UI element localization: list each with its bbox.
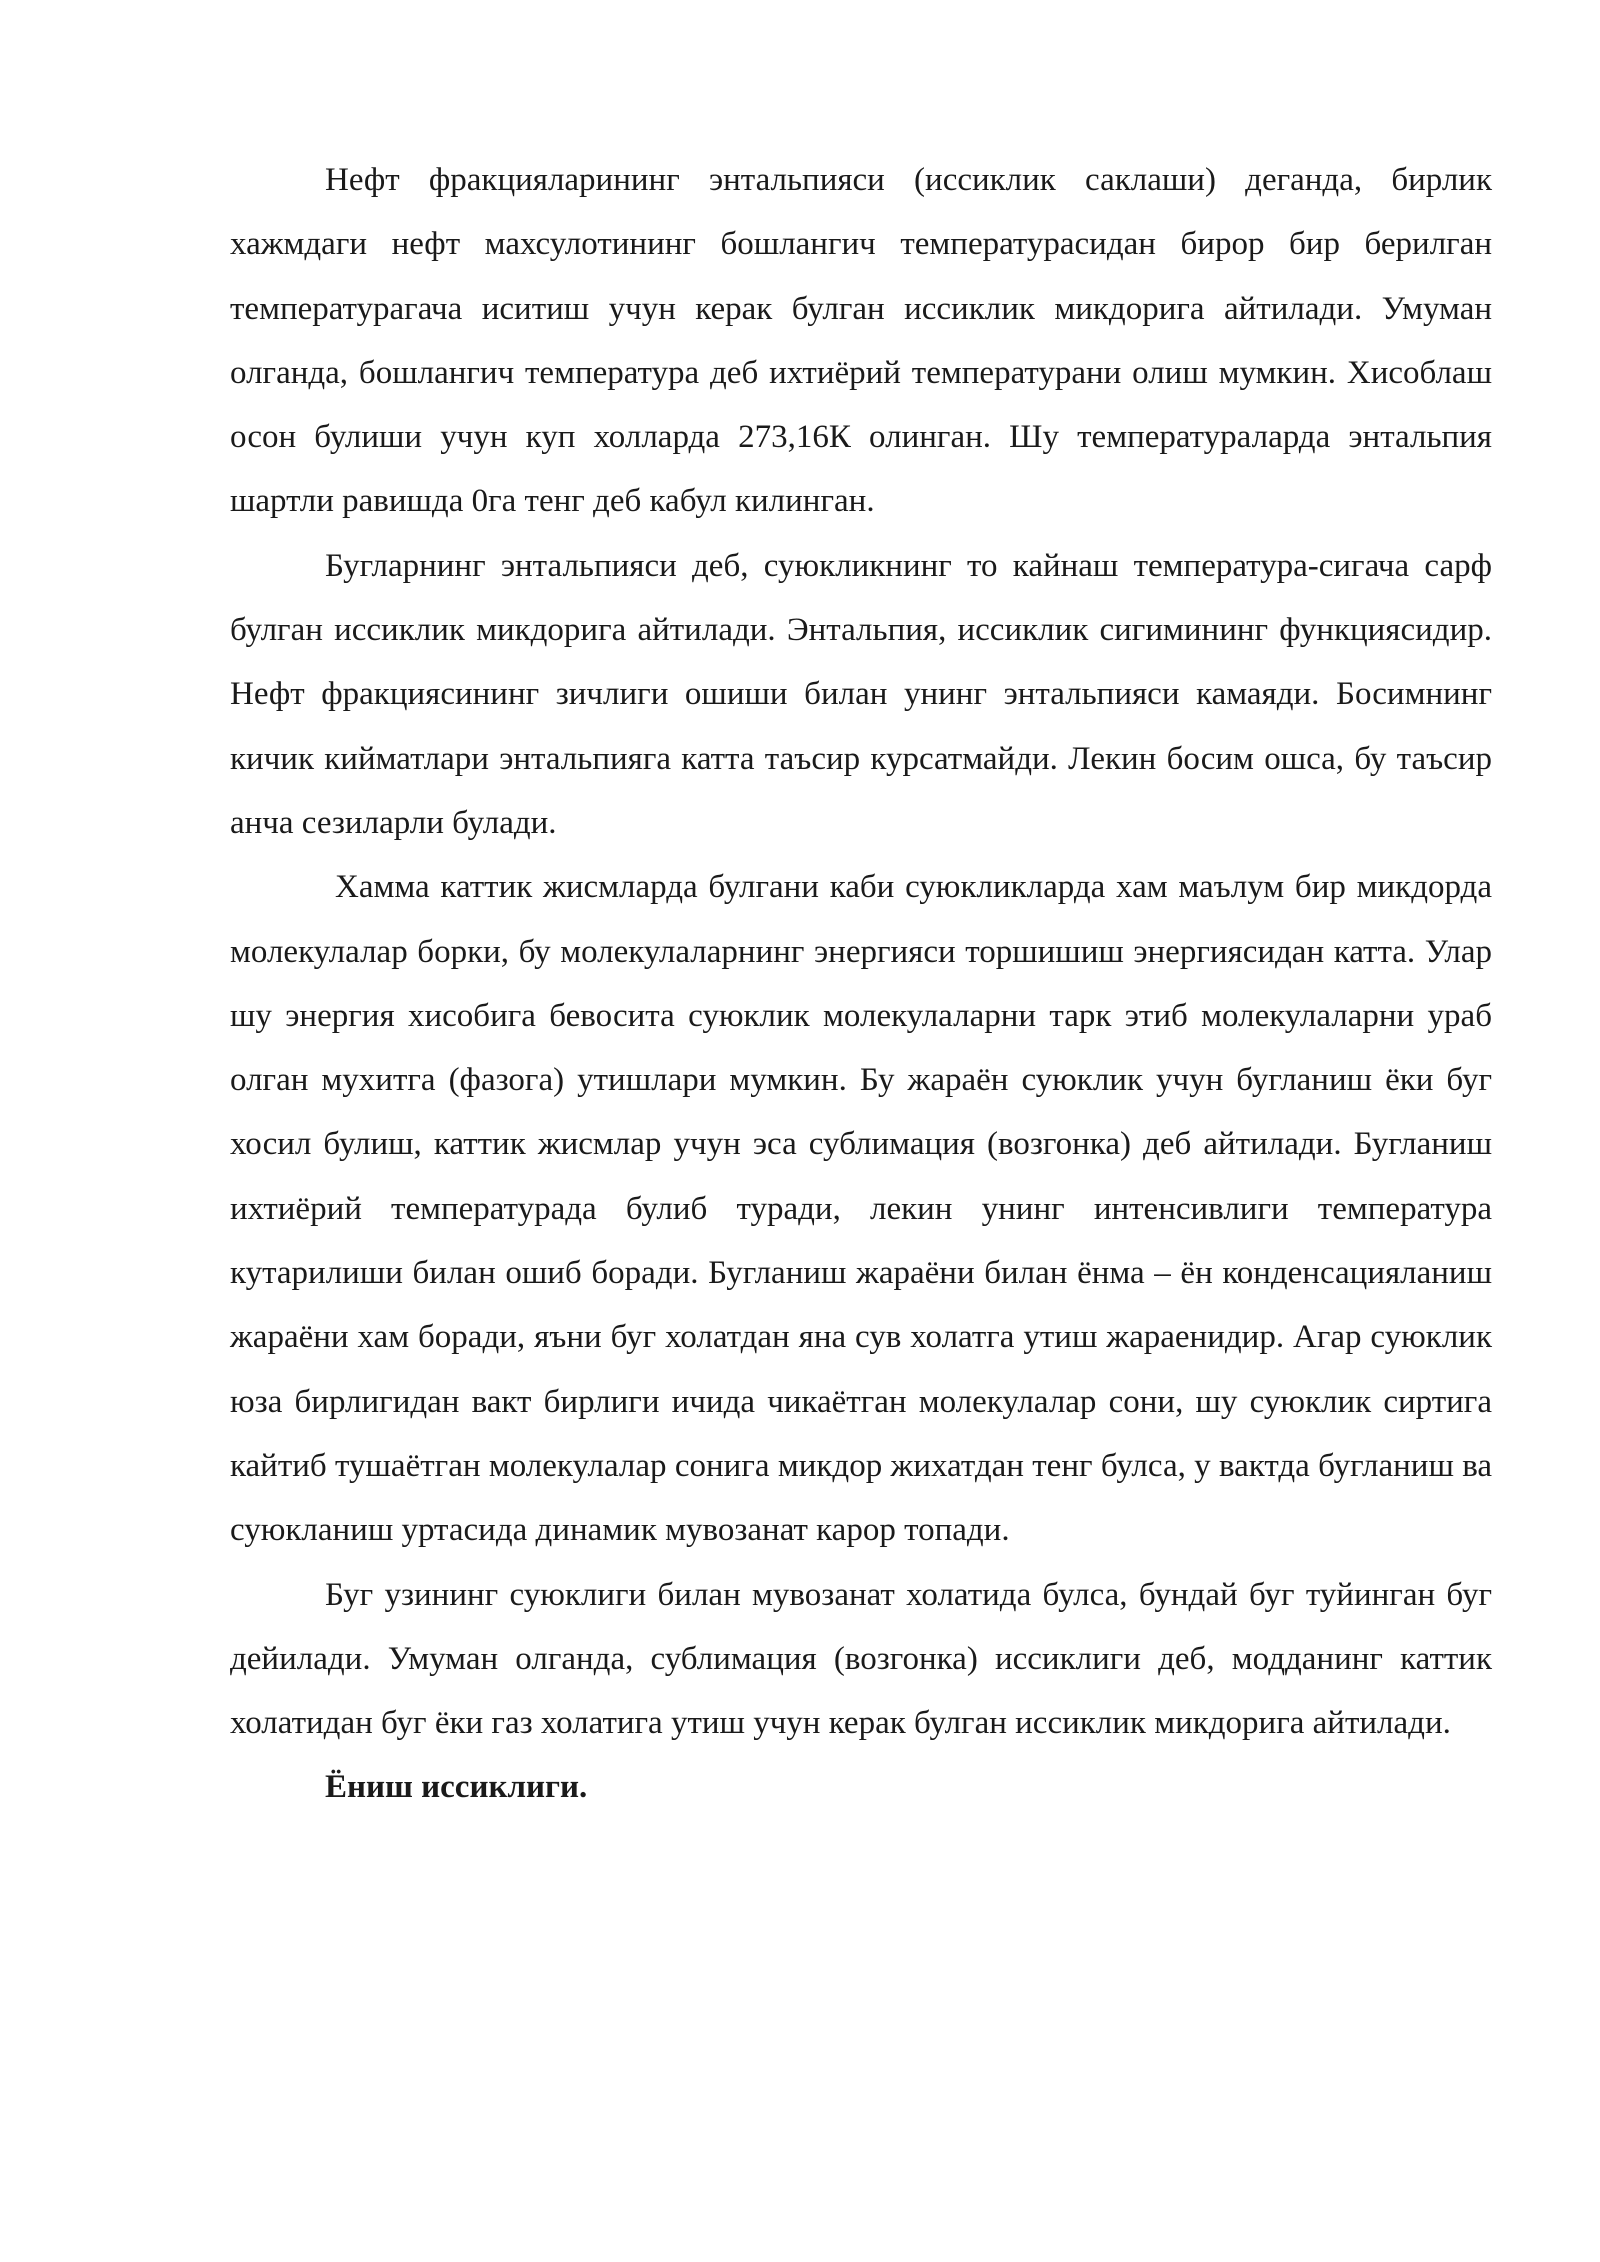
section-heading-combustion-heat: Ёниш иссиклиги. (325, 1769, 588, 1806)
paragraph-vapor-enthalpy: Бугларнинг энтальпияси деб, суюкликнинг то кайнаш температура-сигача сарф булган иссиклик микдорига айтилади. Энтальпия, иссиклик сигимининг функциясидир. Нефт фракциясининг зичлиги ошиши билан унинг энтальпияси камаяди. Босимнинг кичик кийматлари энтальпияга катта таъсир курсатмайди. Лекин босим ошса, бу таъсир анча сезиларли булади. (230, 547, 1492, 841)
document-body (230, 148, 1492, 1820)
paragraph-saturated-vapor: Буг узининг суюклиги билан мувозанат холатида булса, бундай буг туйинган буг дейилади. Умуман олганда, сублимация (возгонка) иссиклиги деб, модданинг каттик холатидан буг ёки газ холатига утиш учун керак булган иссиклик микдорига айтилади. (230, 1576, 1492, 1742)
paragraph-enthalpy-fractions: Нефт фракцияларининг энтальпияси (иссиклик саклаши) деганда, бирлик хажмдаги нефт махсулотининг бошлангич температурасидан бирор бир берилган температурагача иситиш учун керак булган иссиклик микдорига айтилади. Умуман олганда, бошлангич температура деб ихтиёрий температурани олиш мумкин. Хисоблаш осон булиши учун куп холларда 273,16К олинган. Шу температураларда энтальпия шартли равишда 0га тенг деб кабул килинган. (230, 162, 1492, 520)
paragraph-evaporation: Хамма каттик жисмларда булгани каби суюкликларда хам маълум бир микдорда молекулалар борки, бу молекулаларнинг энергияси торшишиш энергиясидан катта. Улар шу энергия хисобига бевосита суюклик молекулаларни тарк этиб молекулаларни ураб олган мухитга (фазога) утишлари мумкин. Бу жараён суюклик учун бугланиш ёки буг хосил булиш, каттик жисмлар учун эса сублимация (возгонка) деб айтилади. Бугланиш ихтиёрий температурада булиб туради, лекин унинг интенсивлиги температура кутарилиши билан ошиб боради. Бугланиш жараёни билан ёнма – ён конденсацияланиш жараёни хам боради, яъни буг холатдан яна сув холатга утиш жараенидир. Агар суюклик юза бирлигидан вакт бирлиги ичида чикаётган молекулалар сони, шу суюклик сиртига кайтиб тушаётган молекулалар сонига микдор жихатдан тенг булса, у вактда бугланиш ва суюкланиш уртасида динамик мувозанат карор топади. (230, 869, 1492, 1549)
